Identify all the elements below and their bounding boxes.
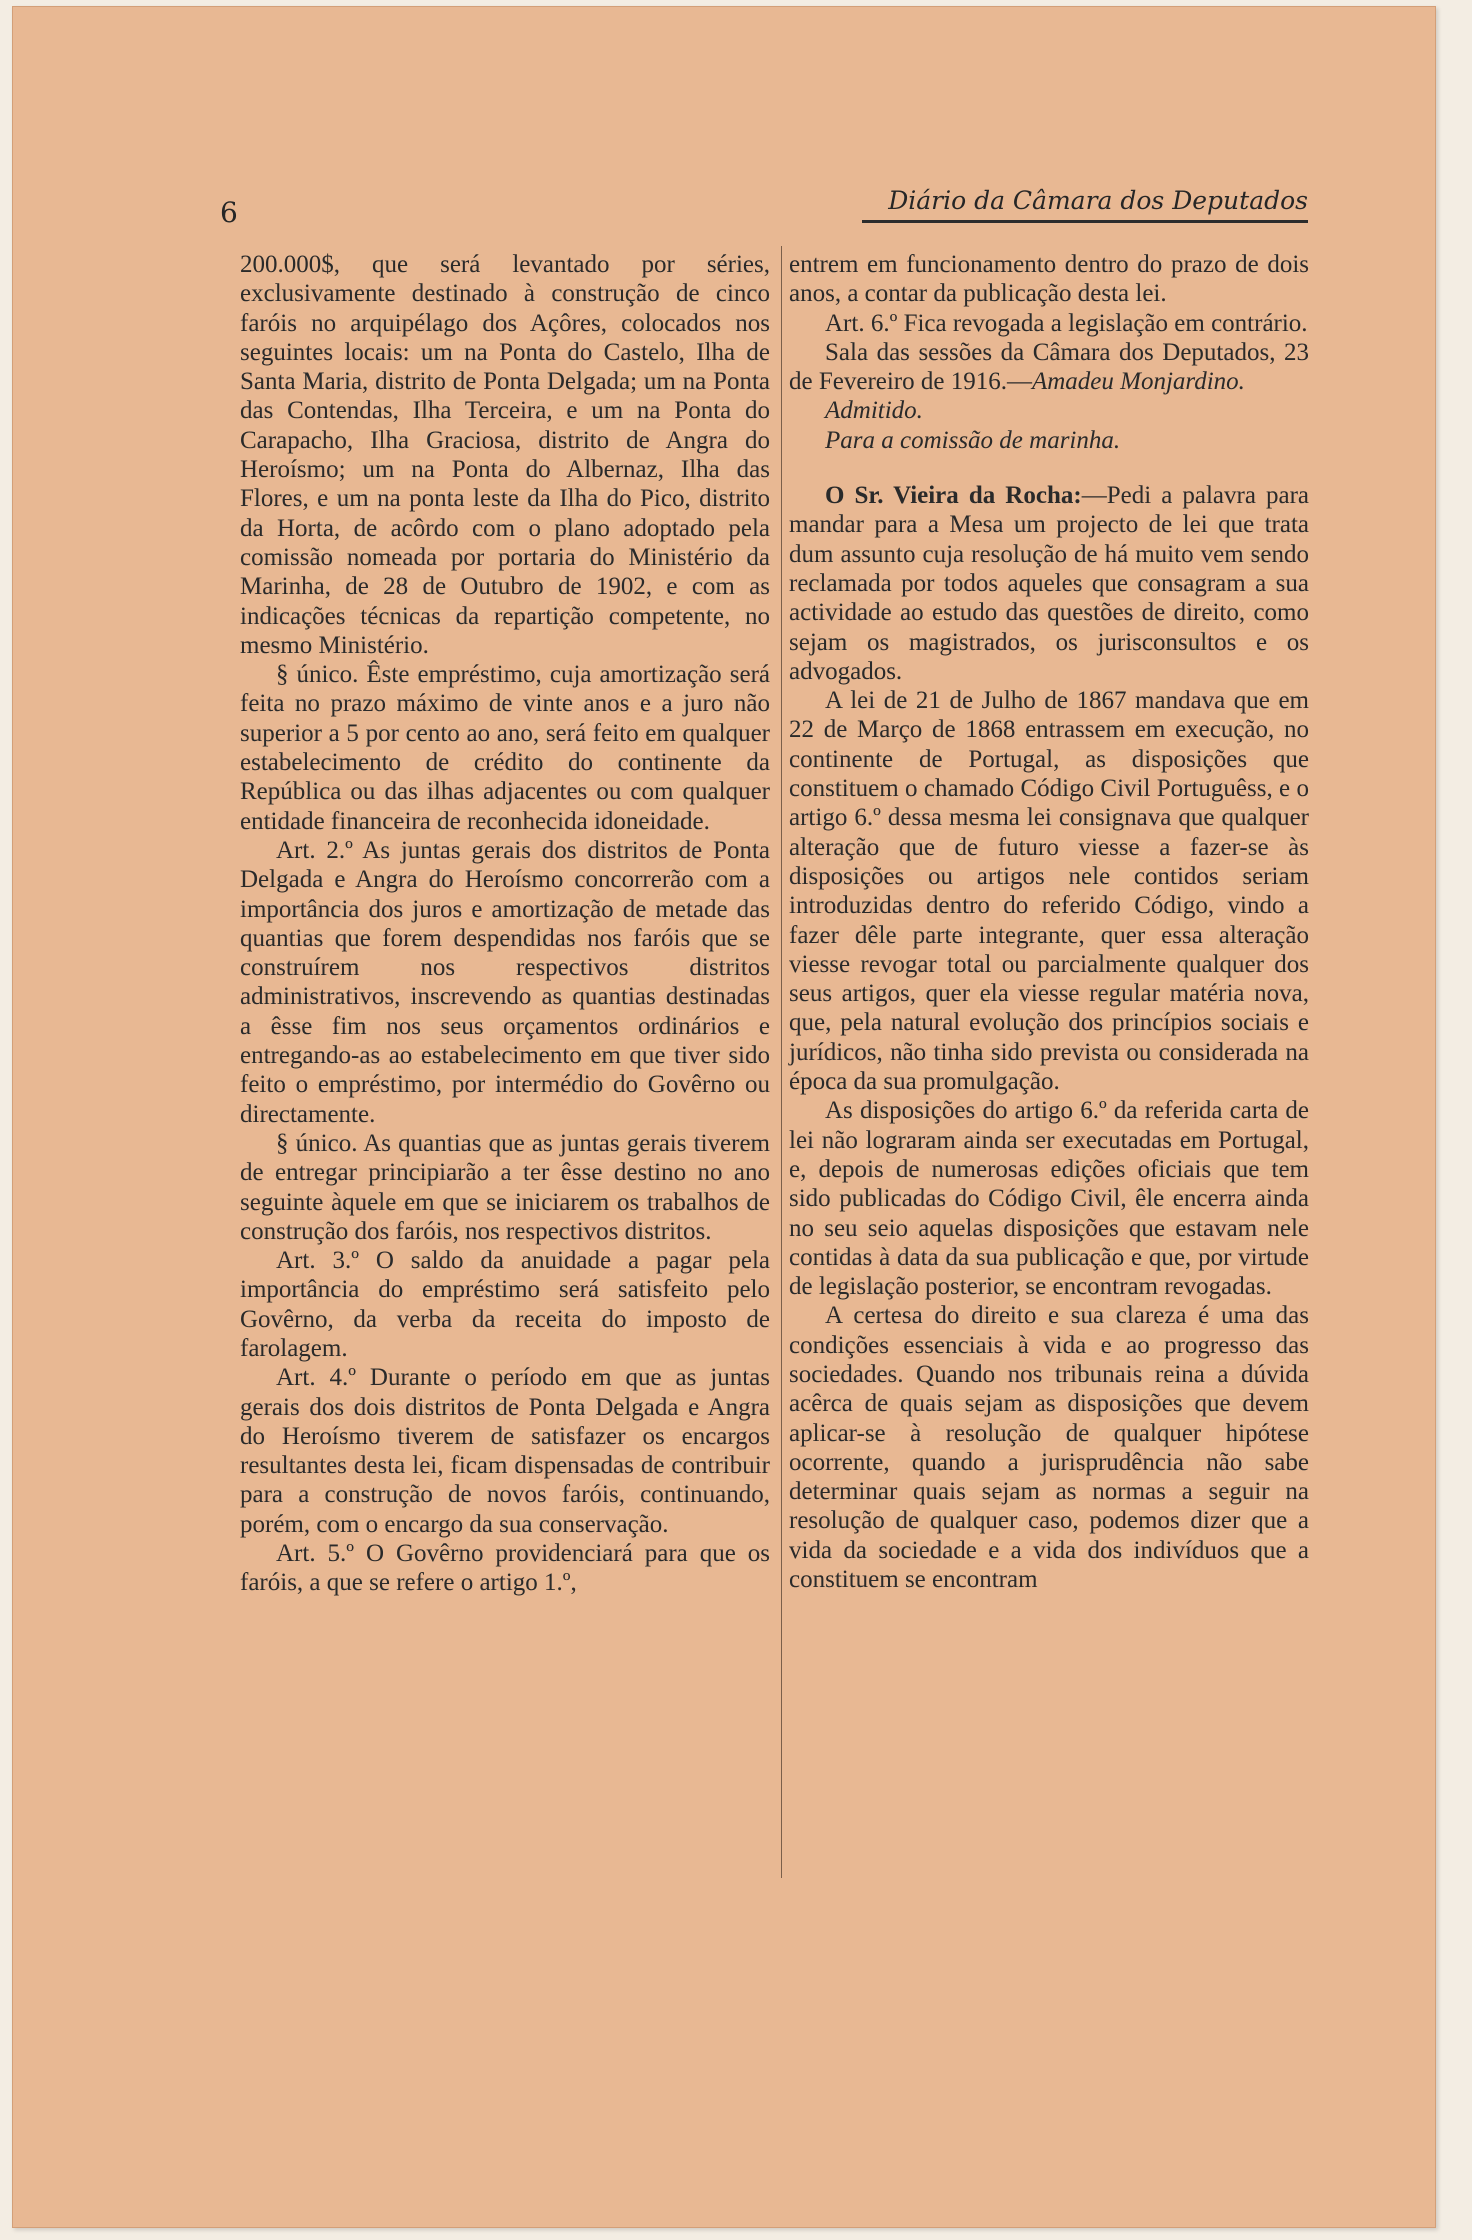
paragraph: As disposições do artigo 6.º da referida carta de lei não lograram ainda ser executadas em Portugal, e, depois de numerosas edições oficiais que tem sido publicadas do Código Civil, êle encerra ainda no seu seio aquelas disposições que estavam nele contidas à data da sua publicação e que, por virtude de legislação posterior, se encontram revogadas. <box>789 1097 1309 1301</box>
header-rule <box>862 220 1308 223</box>
referral-note: Para a comissão de marinha. <box>825 426 1121 454</box>
page-number: 6 <box>220 196 238 229</box>
signature-paragraph <box>789 338 1309 397</box>
speech-text: —Pedi a palavra para mandar para a Mesa um projecto de lei que trata dum assunto cuja resolução de há muito vem sendo reclamada por todos aqueles que consagram a sua actividade ao estudo das questões de direito, como sejam os magistrados, os jurisconsultos e os advogados. <box>789 482 1309 685</box>
paragraph: 200.000$, que será levantado por séries, exclusivamente destinado à construção de cinco faróis no arquipélago dos Açôres, colocados nos seguintes locais: um na Ponta do Castelo, Ilha de Santa Maria, distrito de Ponta Delgada; um na Ponta das Contendas, Ilha Terceira, e um na Ponta do Carapacho, Ilha Graciosa, distrito de Angra do Heroísmo; um na Ponta do Albernaz, Ilha das Flores, e um na ponta leste da Ilha do Pico, distrito da Horta, de acôrdo com o plano adoptado pela comissão nomeada por portaria do Ministério da Marinha, de 28 de Outubro de 1902, e com as indicações técnicas da repartição competente, no mesmo Ministério. <box>240 251 770 659</box>
paragraph: A certesa do direito e sua clareza é uma das condições essenciais à vida e ao progresso das sociedades. Quando nos tribunais reina a dúvida acêrca de quais sejam as disposições que devem aplicar-se à resolução de qualquer hipótese ocorrente, quando a jurisprudência não sabe determinar quais sejam as normas a seguir na resolução de qualquer caso, podemos dizer que a vida da sociedade e a vida dos indivíduos que a constituem se encontram <box>789 1302 1309 1594</box>
running-title: Diário da Câmara dos Deputados <box>888 186 1308 215</box>
admitted-note: Admitido. <box>825 397 923 425</box>
column-divider <box>781 246 782 1878</box>
paragraph: A lei de 21 de Julho de 1867 mandava que em 22 de Março de 1868 entrassem em execução, no continente de Portugal, as disposições que constituem o chamado Código Civil Portuguêss, e o artigo 6.º dessa mesma lei consignava que qualquer alteração que de futuro viesse a fazer-se às disposições ou artigos nele contidos seriam introduzidas dentro do referido Código, vindo a fazer dêle parte integrante, quer essa alteração viesse revogar total ou parcialmente qualquer dos seus artigos, quer ela viesse regular matéria nova, que, pela natural evolução dos princípios sociais e jurídicos, não tinha sido prevista ou considerada na época da sua promulgação. <box>789 687 1309 1096</box>
speech-paragraph <box>789 481 1309 686</box>
speaker-name: O Sr. Vieira da Rocha: <box>825 482 1082 510</box>
left-column <box>240 250 770 1598</box>
paragraph: § único. Êste empréstimo, cuja amortização será feita no prazo máximo de vinte anos e a juro não superior a 5 por cento ao ano, será feito em qualquer estabelecimento de crédito do continente da República ou das ilhas adjacentes ou com qualquer entidade financeira de reconhecida idoneidade. <box>240 661 770 835</box>
signature: Amadeu Monjardino. <box>1031 368 1245 396</box>
paragraph: § único. As quantias que as juntas gerais tiverem de entregar principiarão a ter êsse destino no ano seguinte àquele em que se iniciarem os trabalhos de construção dos faróis, nos respectivos distritos. <box>240 1129 770 1245</box>
paragraph: Art. 4.º Durante o período em que as juntas gerais dos dois distritos de Ponta Delgada e Angra do Heroísmo tiverem de satisfazer os encargos resultantes desta lei, ficam dispensadas de contribuir para a construção de novos faróis, continuando, porém, com o encargo da sua conservação. <box>240 1364 770 1538</box>
document-page <box>12 6 1436 2228</box>
paragraph: Art. 3.º O saldo da anuidade a pagar pela importância do empréstimo será satisfeito pelo Govêrno, da verba da receita do imposto de farolagem. <box>240 1247 770 1362</box>
paragraph: entrem em funcionamento dentro do prazo de dois anos, a contar da publicação desta lei. <box>789 251 1309 308</box>
paragraph: Art. 5.º O Govêrno providenciará para que os faróis, a que se refere o artigo 1.º, <box>240 1540 770 1597</box>
session-text: Sala das sessões da Câmara dos Deputados, 23 de Fevereiro de 1916.— <box>789 338 1309 396</box>
paragraph: Art. 2.º As juntas gerais dos distritos de Ponta Delgada e Angra do Heroísmo concorrerão com a importância dos juros e amortização de metade das quantias que forem despendidas nos faróis que se construírem nos respectivos distritos administrativos, inscrevendo as quantias destinadas a êsse fim nos seus orçamentos ordinários e entregando-as ao estabelecimento em que tiver sido feito o empréstimo, por intermédio do Govêrno ou directamente. <box>240 836 770 1128</box>
right-column <box>789 250 1309 1594</box>
paragraph: Art. 6.º Fica revogada a legislação em contrário. <box>825 309 1308 337</box>
